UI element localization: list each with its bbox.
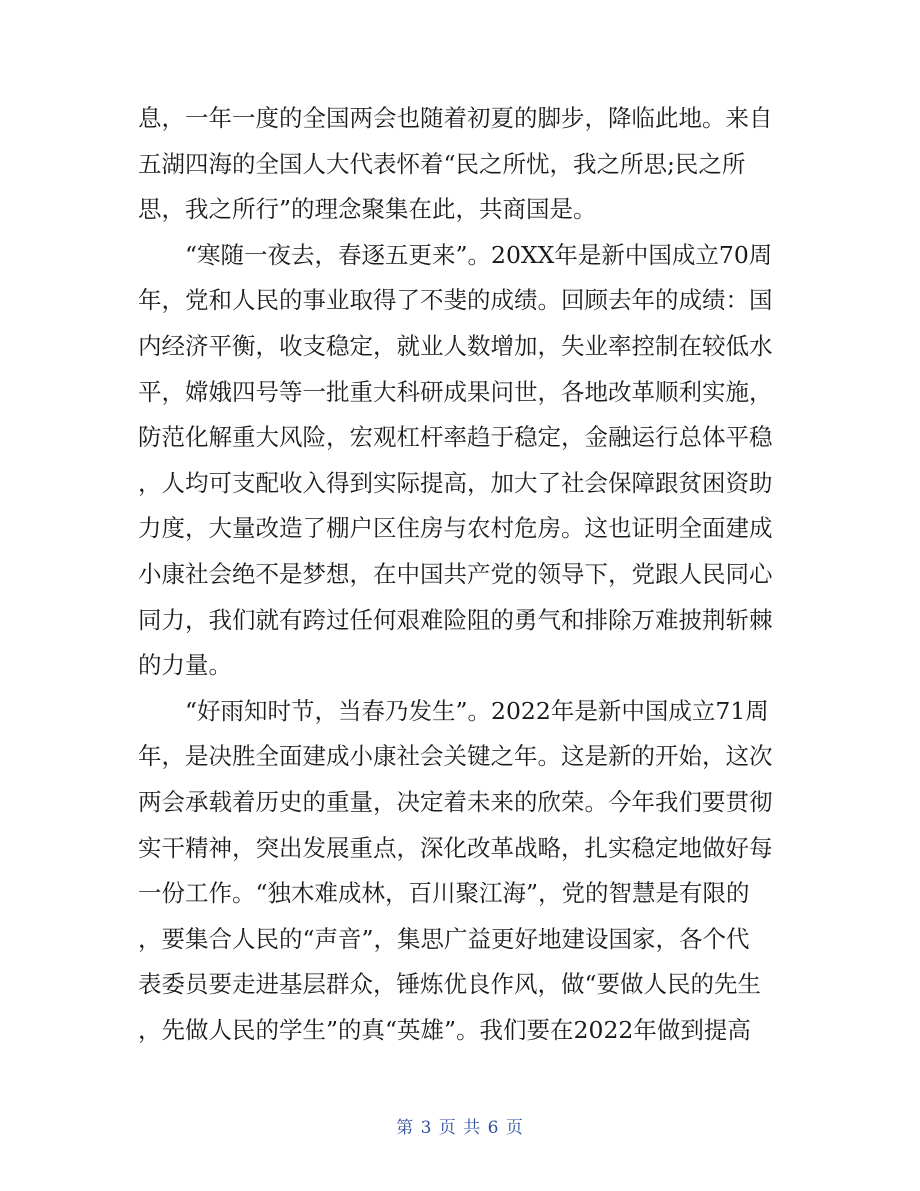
text-line: 表委员要走进基层群众，锤炼优良作风，做“要做人民的先生 — [138, 970, 762, 999]
text-line: 防范化解重大风险，宏观杠杆率趋于稳定，金融运行总体平稳 — [138, 423, 773, 452]
page-number-footer: 第 3 页 共 6 页 — [396, 1118, 524, 1138]
text-line: ，人均可支配收入得到实际提高，加大了社会保障跟贫困资助 — [138, 468, 773, 497]
text-line: 平，嫦娥四号等一批重大科研成果问世，各地改革顺利实施， — [138, 377, 773, 406]
text-line: 两会承载着历史的重量，决定着未来的欣荣。今年我们要贯彻 — [138, 787, 773, 816]
text-line: 小康社会绝不是梦想，在中国共产党的领导下，党跟人民同心 — [138, 559, 773, 588]
text-line: 的力量。 — [138, 651, 232, 680]
text-line: 一份工作。“独木难成林，百川聚江海”，党的智慧是有限的 — [138, 879, 750, 908]
text-line: 息，一年一度的全国两会也随着初夏的脚步，降临此地。来自 — [138, 104, 773, 132]
text-line: 同力，我们就有跨过任何艰难险阻的勇气和排除万难披荆斩棘 — [138, 605, 773, 634]
text-line: 五湖四海的全国人大代表怀着“民之所忧，我之所思;民之所 — [138, 149, 746, 178]
paragraph-start-line: “好雨知时节，当春乃发生”。2022年是新中国成立71周 — [185, 696, 769, 725]
text-line: 力度，大量改造了棚户区住房与农村危房。这也证明全面建成 — [138, 514, 773, 543]
paragraph-start-line: “寒随一夜去，春逐五更来”。20XX年是新中国成立70周 — [185, 240, 773, 269]
text-line: 思，我之所行”的理念聚集在此，共商国是。 — [138, 195, 597, 224]
text-line: ，先做人民的学生”的真“英雄”。我们要在2022年做到提高 — [138, 1015, 751, 1044]
text-line: 实干精神，突出发展重点，深化改革战略，扎实稳定地做好每 — [138, 833, 773, 862]
text-line: ，要集合人民的“声音”，集思广益更好地建设国家，各个代 — [138, 924, 750, 953]
text-line: 年，党和人民的事业取得了不斐的成绩。回顾去年的成绩：国 — [138, 286, 773, 315]
text-line: 内经济平衡，收支稳定，就业人数增加，失业率控制在较低水 — [138, 331, 773, 360]
text-line: 年，是决胜全面建成小康社会关键之年。这是新的开始，这次 — [138, 742, 773, 771]
document-body — [138, 96, 788, 1053]
